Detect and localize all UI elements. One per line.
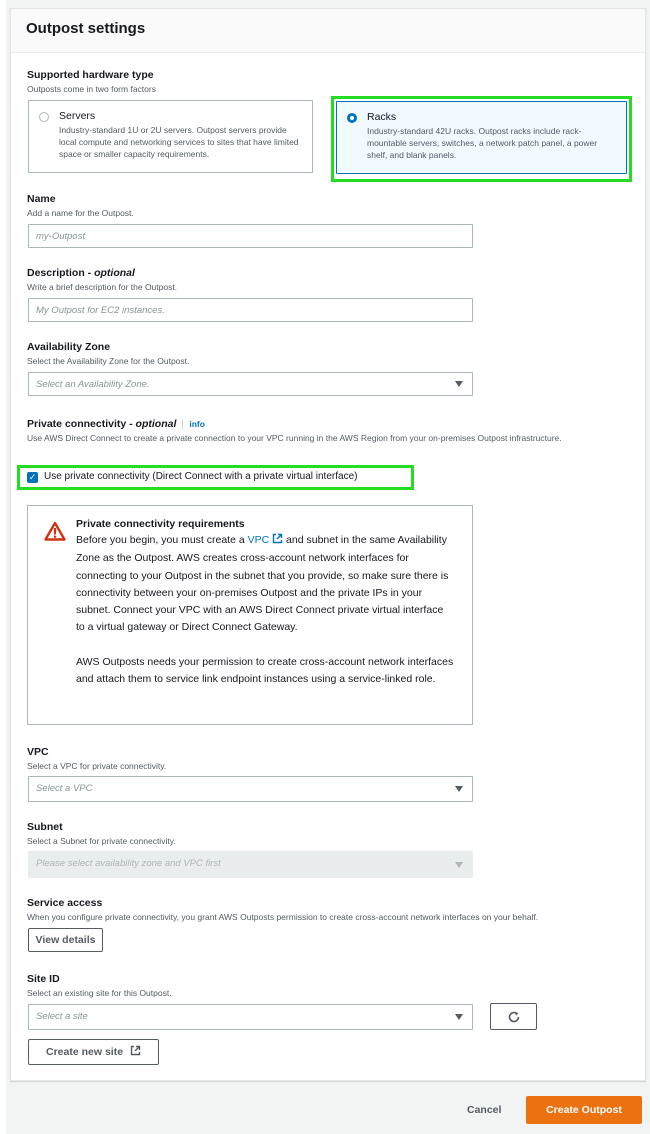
- vpc-link[interactable]: VPC: [247, 534, 270, 546]
- view-details-button[interactable]: View details: [28, 928, 103, 952]
- panel-header: [11, 9, 645, 53]
- az-select[interactable]: [28, 372, 473, 396]
- vpc-label: VPC: [27, 746, 49, 758]
- private-connectivity-checkbox-label[interactable]: Use private connectivity (Direct Connect with a private virtual interface): [44, 471, 358, 482]
- hardware-option-racks[interactable]: [336, 101, 627, 174]
- info-separator: [182, 419, 183, 430]
- create-new-site-button[interactable]: [28, 1039, 159, 1065]
- info-link[interactable]: info: [189, 419, 205, 429]
- alert-paragraph-2: AWS Outposts needs your permission to create cross-account network interfaces and attach them to service link endpoint instances using a service-linked role.: [76, 655, 454, 686]
- private-connectivity-label: [27, 418, 205, 430]
- description-help: Write a brief description for the Outpost.: [27, 282, 178, 292]
- alert-text-before-link: Before you begin, you must create a: [76, 534, 248, 546]
- cancel-button[interactable]: Cancel: [467, 1104, 502, 1116]
- warning-icon: [44, 521, 66, 546]
- servers-radio[interactable]: [39, 112, 49, 122]
- chevron-down-icon: [455, 1014, 463, 1020]
- description-optional-text: optional: [94, 267, 135, 279]
- site-id-label: Site ID: [27, 973, 60, 985]
- subnet-placeholder: Please select availability zone and VPC first: [36, 858, 221, 869]
- az-label: Availability Zone: [27, 341, 111, 353]
- vpc-description: Select a VPC for private connectivity.: [27, 761, 167, 771]
- racks-radio[interactable]: [347, 113, 357, 123]
- site-placeholder: Select a site: [36, 1011, 88, 1022]
- vpc-select[interactable]: [28, 776, 473, 802]
- name-placeholder: my-Outpost: [36, 231, 86, 242]
- vpc-placeholder: Select a VPC: [36, 783, 93, 794]
- refresh-button[interactable]: [490, 1003, 537, 1030]
- name-input[interactable]: [28, 224, 473, 248]
- external-link-icon: [130, 1041, 141, 1065]
- external-link-icon[interactable]: [272, 533, 283, 550]
- chevron-down-icon: [455, 862, 463, 868]
- servers-title: Servers: [59, 110, 96, 122]
- private-connectivity-checkbox[interactable]: [27, 472, 38, 483]
- hardware-type-label: Supported hardware type: [27, 69, 154, 81]
- description-label: [27, 267, 135, 279]
- subnet-description: Select a Subnet for private connectivity.: [27, 836, 176, 846]
- az-placeholder: Select an Availability Zone.: [36, 379, 150, 390]
- az-description: Select the Availability Zone for the Outpost.: [27, 356, 190, 366]
- alert-text-after-link: and subnet in the same Availability Zone as the Outpost. AWS creates cross-account network interfaces for connecting to your Outpost in the subnet that you provide, so make sure there is connectivity between your on-premises Outpost and the private IPs in your subnet. Connect your VPC with an AWS Direct Connect private virtual interface to a virtual gateway or Direct Connect Gateway.: [76, 534, 449, 634]
- chevron-down-icon: [455, 381, 463, 387]
- description-label-text: Description -: [27, 267, 95, 279]
- servers-description: Industry-standard 1U or 2U servers. Outpost servers provide local compute and networking services to sites that have limited space or smaller capacity requirements.: [59, 125, 299, 159]
- description-input[interactable]: [28, 298, 473, 322]
- hardware-type-description: Outposts come in two form factors: [27, 84, 156, 94]
- chevron-down-icon: [455, 786, 463, 792]
- service-access-label: Service access: [27, 897, 103, 909]
- checkmark-icon: ✓: [28, 472, 37, 482]
- alert-title: Private connectivity requirements: [76, 518, 245, 530]
- private-connectivity-label-text: Private connectivity -: [27, 418, 136, 430]
- subnet-label: Subnet: [27, 821, 63, 833]
- create-new-site-label: Create new site: [46, 1046, 124, 1058]
- refresh-icon: [507, 1015, 521, 1027]
- racks-description: Industry-standard 42U racks. Outpost racks include rack-mountable servers, switches, a network patch panel, a power shelf, and blank panels.: [367, 126, 598, 160]
- hardware-option-servers[interactable]: [28, 100, 313, 173]
- site-id-description: Select an existing site for this Outpost.: [27, 988, 172, 998]
- subnet-select[interactable]: [28, 851, 473, 878]
- name-description: Add a name for the Outpost.: [27, 208, 134, 218]
- alert-paragraph-1: [76, 532, 454, 637]
- description-placeholder: My Outpost for EC2 instances.: [36, 305, 165, 316]
- racks-title: Racks: [367, 111, 397, 123]
- private-connectivity-optional-text: optional: [135, 418, 177, 430]
- create-outpost-button[interactable]: Create Outpost: [526, 1096, 642, 1124]
- service-access-description: When you configure private connectivity, you grant AWS Outposts permission to create cross-account network interfaces on your behalf.: [27, 912, 539, 922]
- private-connectivity-alert: [27, 505, 473, 725]
- site-select[interactable]: [28, 1004, 473, 1030]
- panel-title: Outpost settings: [26, 20, 146, 37]
- name-label: Name: [27, 193, 56, 205]
- private-connectivity-description: Use AWS Direct Connect to create a private connection to your VPC running in the AWS Region from your on-premises Outpost infrastructure.: [27, 433, 562, 443]
